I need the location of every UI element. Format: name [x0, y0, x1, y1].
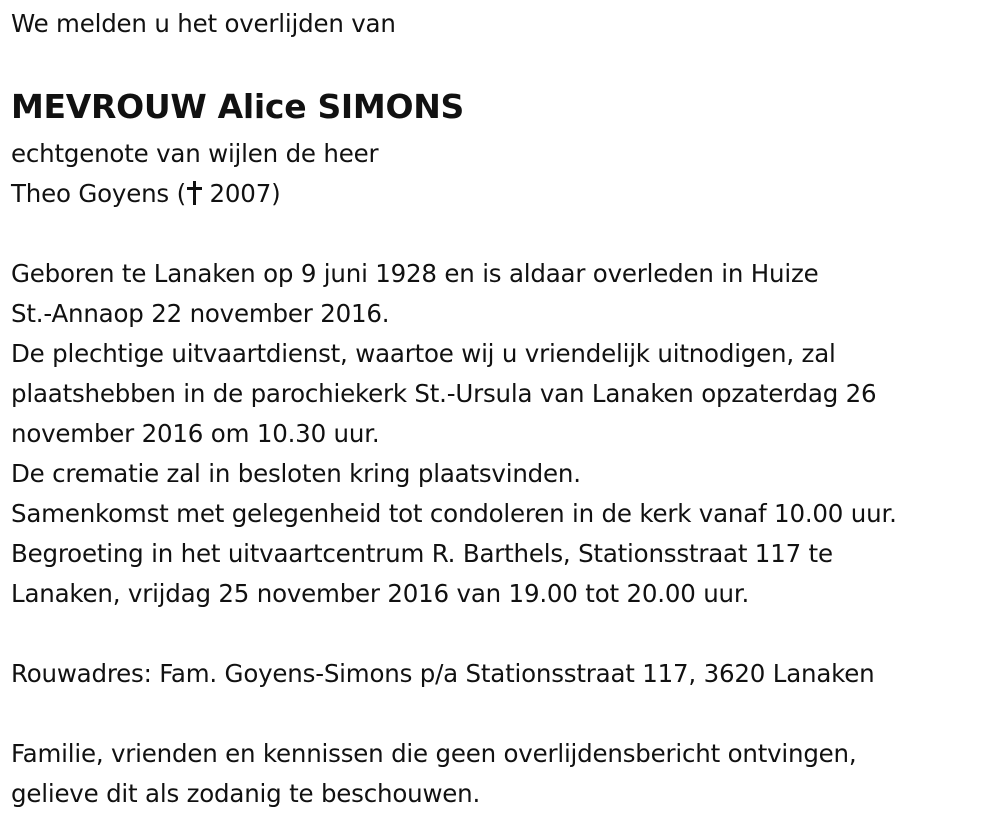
detail-line: Lanaken, vrijdag 25 november 2016 van 19.00 tot 20.00 uur.: [11, 579, 750, 608]
death-year: 2007): [201, 179, 281, 208]
detail-line: november 2016 om 10.30 uur.: [11, 419, 380, 448]
spouse-name: Theo Goyens (: [11, 179, 186, 208]
detail-line: Begroeting in het uitvaartcentrum R. Barthels, Stationsstraat 117 te: [11, 539, 833, 568]
detail-line: Samenkomst met gelegenheid tot condoleren in de kerk vanaf 10.00 uur.: [11, 499, 897, 528]
mourning-address: Rouwadres: Fam. Goyens-Simons p/a Stationsstraat 117, 3620 Lanaken: [11, 659, 875, 688]
detail-line: De plechtige uitvaartdienst, waartoe wij u vriendelijk uitnodigen, zal: [11, 339, 836, 368]
closing-line: Familie, vrienden en kennissen die geen overlijdensbericht ontvingen,: [11, 739, 857, 768]
detail-line: De crematie zal in besloten kring plaatsvinden.: [11, 459, 581, 488]
detail-line: plaatshebben in de parochiekerk St.-Ursula van Lanaken opzaterdag 26: [11, 379, 877, 408]
detail-line: Geboren te Lanaken op 9 juni 1928 en is aldaar overleden in Huize: [11, 259, 819, 288]
deceased-name: MEVROUW Alice SIMONS: [11, 87, 464, 126]
cross-icon: [187, 181, 201, 205]
spouse-line: echtgenote van wijlen de heer: [11, 139, 379, 168]
closing-line: gelieve dit als zodanig te beschouwen.: [11, 779, 481, 808]
spouse-name-line: [11, 179, 280, 209]
detail-line: St.-Annaop 22 november 2016.: [11, 299, 390, 328]
intro-text: We melden u het overlijden van: [11, 9, 396, 38]
